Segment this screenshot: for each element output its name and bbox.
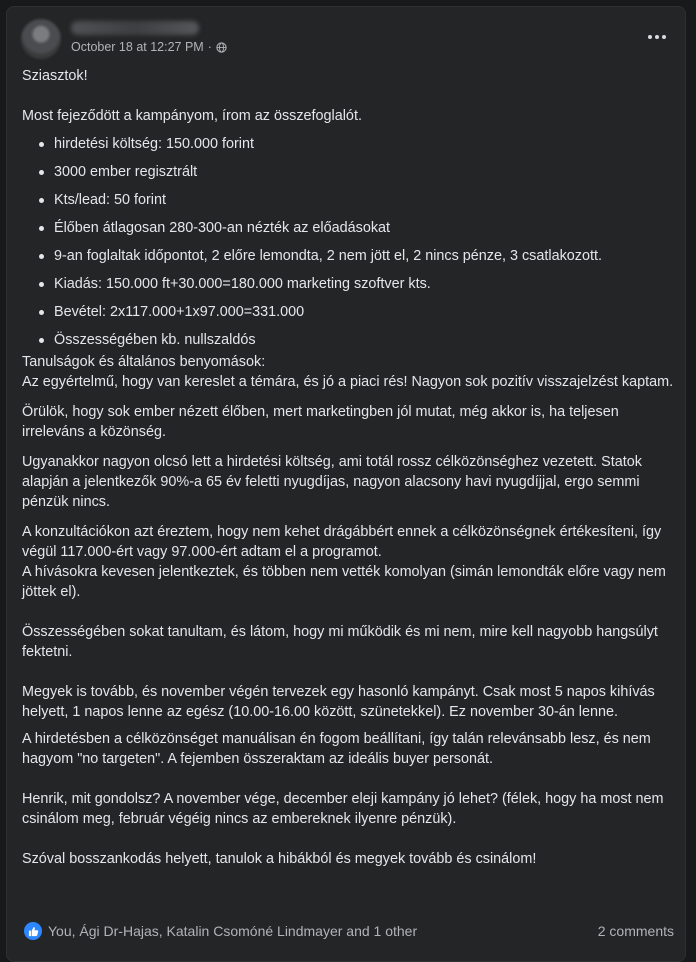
paragraph: A hívásokra kevesen jelentkeztek, és többen nem vették komolyan (simán lemondták előre vagy nem jöttek el). — [22, 564, 666, 600]
list-item: Bevétel: 2x117.000+1x97.000=331.000 — [22, 302, 674, 322]
paragraph: A konzultációkon azt éreztem, hogy nem kehet drágábbért ennek a célközönségnek értékesíteni, így végül 117.000-ért vagy 97.000-ért adtam el a programot. — [22, 524, 662, 560]
list-item: 9-an foglaltak időpontot, 2 előre lemondta, 2 nem jött el, 2 nincs pénze, 3 csatlakozott. — [22, 246, 674, 266]
more-options-icon[interactable] — [643, 27, 671, 47]
summary-list — [22, 134, 674, 350]
comments-link[interactable]: 2 comments — [597, 923, 674, 939]
post-meta — [71, 40, 227, 54]
paragraph: Henrik, mit gondolsz? A november vége, december eleji kampány jó lehet? (félek, hogy ha most nem csinálom meg, február végéig nincs az embereknek ilyenre pénzük). — [22, 791, 664, 827]
list-item: Összességében kb. nullszaldós — [22, 330, 674, 350]
meta-separator: · — [207, 40, 212, 54]
like-icon[interactable] — [24, 922, 42, 940]
paragraph: Megyek is tovább, és november végén tervezek egy hasonló kampányt. Csak most 5 napos kihívás helyett, 1 napos lenne az egész (10.00-16.00 között, szünetekkel). Ez november 30-án lenne. — [22, 684, 655, 720]
greeting: Sziasztok! — [22, 68, 88, 84]
list-item: Élőben átlagosan 280-300-an nézték az előadásokat — [22, 218, 674, 238]
list-item: hirdetési költség: 150.000 forint — [22, 134, 674, 154]
list-item: 3000 ember regisztrált — [22, 162, 674, 182]
post-footer — [22, 921, 674, 943]
lessons-heading: Tanulságok és általános benyomások: — [22, 354, 266, 370]
globe-icon[interactable] — [216, 42, 227, 53]
reactors-link[interactable]: You, Ági Dr-Hajas, Katalin Csomóné Lindmayer and 1 other — [48, 923, 418, 939]
post-header — [21, 17, 671, 61]
paragraph: Ugyanakkor nagyon olcsó lett a hirdetési költség, ami totál rossz célközönséghez vezetett. Statok alapján a jelentkezők 90%-a 65 év feletti nyugdíjas, nagyon alacsony havi nyugdíjjal, ergo semmi pénzük nincs. — [22, 454, 642, 510]
post-card — [6, 6, 686, 962]
list-item: Kiadás: 150.000 ft+30.000=180.000 marketing szoftver kts. — [22, 274, 674, 294]
paragraph: Örülök, hogy sok ember nézett élőben, mert marketingben jól mutat, még akkor is, ha teljesen irreleváns a közönség. — [22, 404, 619, 440]
author-name[interactable] — [71, 21, 199, 35]
timestamp[interactable]: October 18 at 12:27 PM — [71, 40, 204, 54]
avatar[interactable] — [21, 19, 61, 59]
paragraph: Az egyértelmű, hogy van kereslet a témára, és jó a piaci rés! Nagyon sok pozitív visszajelzést kaptam. — [22, 374, 674, 390]
paragraph: A hirdetésben a célközönséget manuálisan én fogom beállítani, így talán relevánsabb lesz, és nem hagyom "no targeten". A fejemben összeraktam az ideális buyer personát. — [22, 731, 651, 767]
list-item: Kts/lead: 50 forint — [22, 190, 674, 210]
intro: Most fejeződött a kampányom, írom az összefoglalót. — [22, 108, 362, 124]
paragraph: Összességében sokat tanultam, és látom, hogy mi működik és mi nem, mire kell nagyobb hangsúlyt fektetni. — [22, 624, 658, 660]
paragraph: Szóval bosszankodás helyett, tanulok a hibákból és megyek tovább és csinálom! — [22, 851, 537, 867]
post-body — [22, 66, 674, 869]
